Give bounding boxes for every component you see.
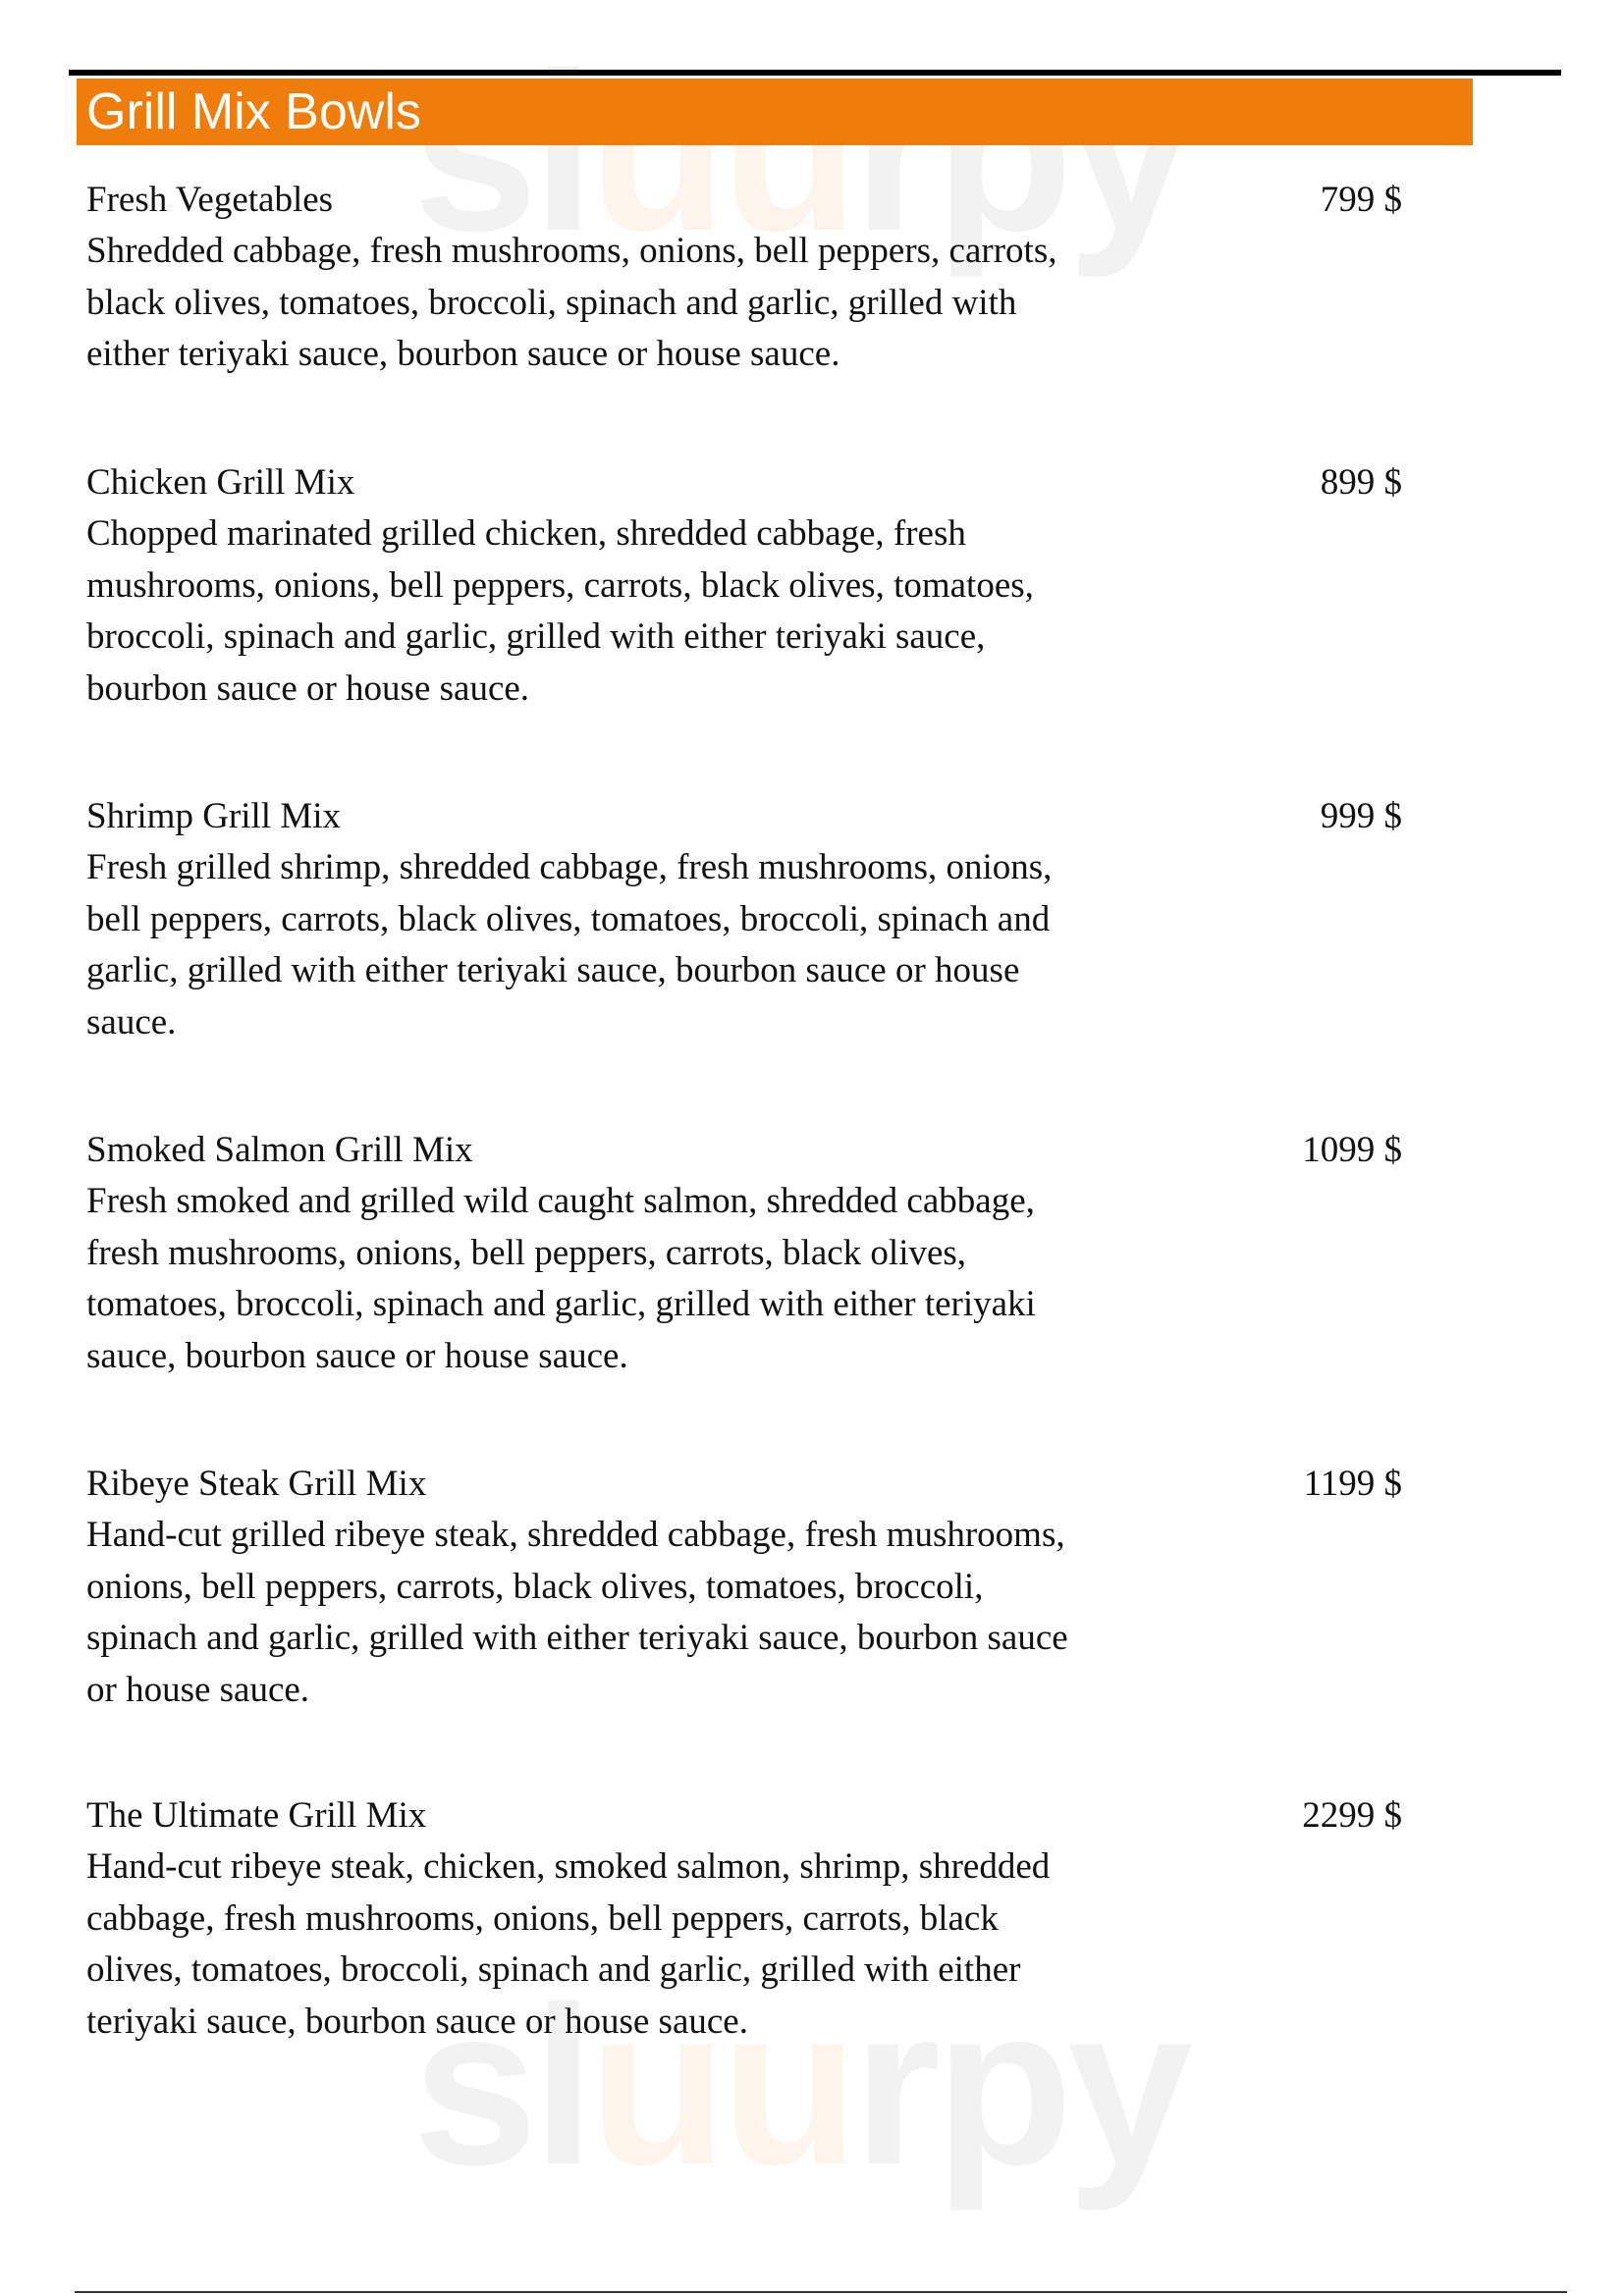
item-description: Fresh grilled shrimp, shredded cabbage, fresh mushrooms, onions, bell peppers, carrots, black olives, tomatoes, broccoli, spinach and garlic, grilled with either teriyaki sauce, bourbon sauce or house sauce. — [86, 847, 1053, 1042]
item-name: Fresh Vegetables — [86, 180, 334, 220]
item-price: 999 $ — [1320, 796, 1402, 836]
item-description: Hand-cut grilled ribeye steak, shredded cabbage, fresh mushrooms, onions, bell peppers, carrots, black olives, tomatoes, broccoli, spinach and garlic, grilled with either teriyaki sauce, bourbon sauce or house sauce. — [86, 1515, 1068, 1710]
item-price: 1099 $ — [1302, 1130, 1402, 1170]
item-name: Chicken Grill Mix — [86, 462, 355, 503]
item-name: Smoked Salmon Grill Mix — [86, 1130, 473, 1170]
section-title: Grill Mix Bowls — [86, 83, 421, 140]
item-description: Fresh smoked and grilled wild caught salmon, shredded cabbage, fresh mushrooms, onions, bell peppers, carrots, black olives, tomatoes, broccoli, spinach and garlic, grilled with either teriyaki sauce, bourbon sauce or house sauce. — [86, 1181, 1036, 1376]
item-price: 2299 $ — [1302, 1795, 1402, 1836]
item-price: 899 $ — [1320, 462, 1402, 503]
item-price: 799 $ — [1320, 180, 1402, 220]
item-name: Shrimp Grill Mix — [86, 796, 342, 836]
top-divider — [69, 70, 1561, 76]
item-name: Ribeye Steak Grill Mix — [86, 1464, 427, 1504]
bottom-divider — [75, 2291, 1567, 2293]
section-header — [77, 79, 1473, 145]
watermark-logo: sluurpy — [412, 26, 1187, 278]
item-description: Hand-cut ribeye steak, chicken, smoked salmon, shrimp, shredded cabbage, fresh mushrooms, onions, bell peppers, carrots, black olives, tomatoes, broccoli, spinach and garlic, grilled with either teriyaki sauce, bourbon sauce or house sauce. — [86, 1846, 1051, 2042]
item-name: The Ultimate Grill Mix — [86, 1795, 427, 1836]
item-price: 1199 $ — [1303, 1464, 1402, 1504]
item-description: Shredded cabbage, fresh mushrooms, onions, bell peppers, carrots, black olives, tomatoes, broccoli, spinach and garlic, grilled with either teriyaki sauce, bourbon sauce or house sauce. — [86, 231, 1057, 374]
watermark-logo: sluurpy — [412, 1959, 1187, 2212]
item-description: Chopped marinated grilled chicken, shredded cabbage, fresh mushrooms, onions, bell peppers, carrots, black olives, tomatoes, broccoli, spinach and garlic, grilled with either teriyaki sauce, bourbon sauce or house sauce. — [86, 513, 1034, 709]
